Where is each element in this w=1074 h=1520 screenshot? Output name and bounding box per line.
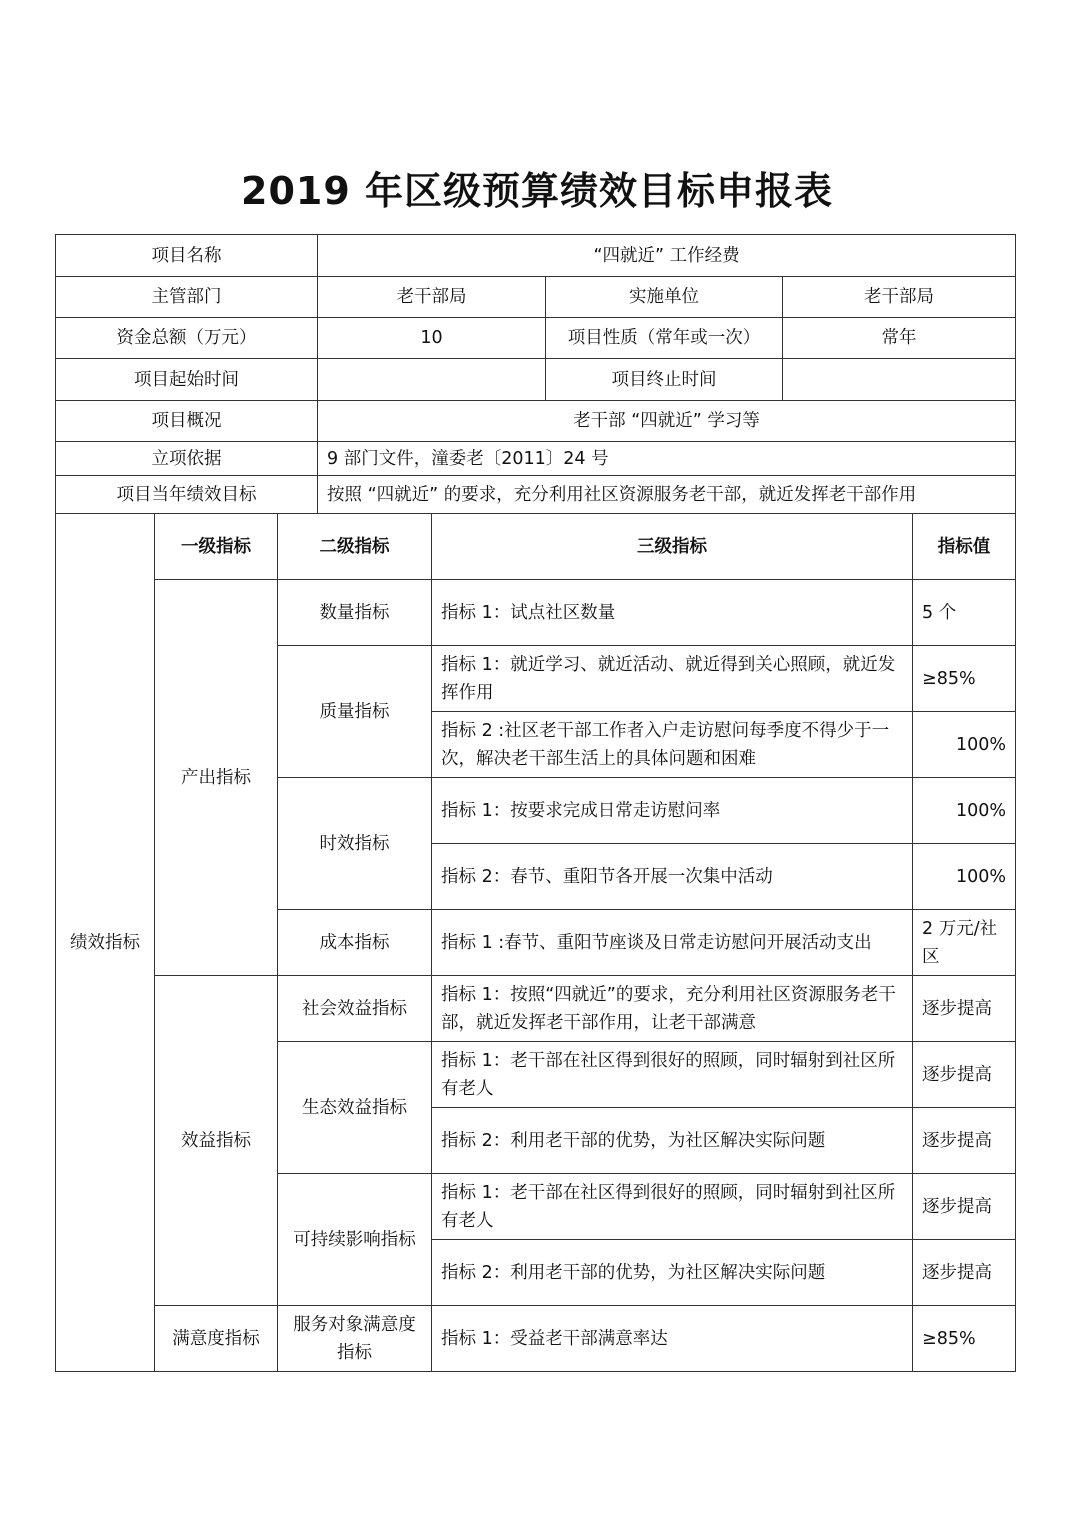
level3-text: 指标 2：利用老干部的优势，为社区解决实际问题: [432, 1240, 913, 1306]
end-value: [783, 359, 1016, 401]
indicator-value: 逐步提高: [913, 1108, 1016, 1174]
level2-quantity: 数量指标: [278, 580, 432, 646]
row-project-name: [56, 235, 1016, 277]
level3-text: 指标 2：春节、重阳节各开展一次集中活动: [432, 844, 913, 910]
start-label: 项目起始时间: [56, 359, 318, 401]
table-row: [56, 580, 1016, 646]
goal-value: 按照 “四就近” 的要求，充分利用社区资源服务老干部，就近发挥老干部作用: [318, 476, 1016, 514]
level3-text: 指标 2：利用老干部的优势，为社区解决实际问题: [432, 1108, 913, 1174]
level3-text: 指标 1：就近学习、就近活动、就近得到关心照顾，就近发挥作用: [432, 646, 913, 712]
dept-label: 主管部门: [56, 277, 318, 318]
level2-quality: 质量指标: [278, 646, 432, 778]
goal-label: 项目当年绩效目标: [56, 476, 318, 514]
row-basis: [56, 442, 1016, 476]
level3-text: 指标 1：按照“四就近”的要求，充分利用社区资源服务老干部，就近发挥老干部作用，让老干部满意: [432, 976, 913, 1042]
header-level1: 一级指标: [155, 514, 278, 580]
basis-value: 9 部门文件，潼委老〔2011〕24 号: [318, 442, 1016, 476]
indicator-value: 100%: [913, 712, 1016, 778]
row-department: [56, 277, 1016, 318]
level3-text: 指标 2 :社区老干部工作者入户走访慰问每季度不得少于一次，解决老干部生活上的具体问题和困难: [432, 712, 913, 778]
row-overview: [56, 401, 1016, 442]
nature-value: 常年: [783, 318, 1016, 359]
indicator-header-row: [56, 514, 1016, 580]
level2-cost: 成本指标: [278, 910, 432, 976]
impl-value: 老干部局: [783, 277, 1016, 318]
indicator-value: 100%: [913, 778, 1016, 844]
header-level3: 三级指标: [432, 514, 913, 580]
indicator-value: 逐步提高: [913, 1240, 1016, 1306]
table-row: [56, 1306, 1016, 1372]
page-title: 2019 年区级预算绩效目标申报表: [241, 169, 833, 213]
end-label: 项目终止时间: [546, 359, 783, 401]
level2-service: 服务对象满意度指标: [278, 1306, 432, 1372]
level3-text: 指标 1：老干部在社区得到很好的照顾，同时辐射到社区所有老人: [432, 1042, 913, 1108]
level3-text: 指标 1：试点社区数量: [432, 580, 913, 646]
performance-indicators-label: 绩效指标: [56, 514, 155, 1372]
level3-text: 指标 1 :春节、重阳节座谈及日常走访慰问开展活动支出: [432, 910, 913, 976]
level2-social: 社会效益指标: [278, 976, 432, 1042]
level3-text: 指标 1：按要求完成日常走访慰问率: [432, 778, 913, 844]
fund-value: 10: [318, 318, 546, 359]
indicator-value: ≥85%: [913, 1306, 1016, 1372]
header-value: 指标值: [913, 514, 1016, 580]
level1-satisfaction: 满意度指标: [155, 1306, 278, 1372]
indicator-value: 100%: [913, 844, 1016, 910]
indicator-value: 逐步提高: [913, 976, 1016, 1042]
table-row: [56, 976, 1016, 1042]
indicator-value: 5 个: [913, 580, 1016, 646]
level1-benefit: 效益指标: [155, 976, 278, 1306]
basis-label: 立项依据: [56, 442, 318, 476]
indicator-value: 逐步提高: [913, 1042, 1016, 1108]
level3-text: 指标 1：老干部在社区得到很好的照顾，同时辐射到社区所有老人: [432, 1174, 913, 1240]
level2-timeliness: 时效指标: [278, 778, 432, 910]
impl-label: 实施单位: [546, 277, 783, 318]
row-goal: [56, 476, 1016, 514]
level2-sustainable: 可持续影响指标: [278, 1174, 432, 1306]
row-fund: [56, 318, 1016, 359]
header-level2: 二级指标: [278, 514, 432, 580]
level3-text: 指标 1：受益老干部满意率达: [432, 1306, 913, 1372]
budget-performance-table: [55, 234, 1016, 1372]
dept-value: 老干部局: [318, 277, 546, 318]
indicator-value: 逐步提高: [913, 1174, 1016, 1240]
level1-output: 产出指标: [155, 580, 278, 976]
project-name-value: “四就近” 工作经费: [318, 235, 1016, 277]
project-name-label: 项目名称: [56, 235, 318, 277]
fund-label: 资金总额（万元）: [56, 318, 318, 359]
indicator-value: ≥85%: [913, 646, 1016, 712]
row-time: [56, 359, 1016, 401]
level2-ecological: 生态效益指标: [278, 1042, 432, 1174]
nature-label: 项目性质（常年或一次）: [546, 318, 783, 359]
indicator-value: 2 万元/社区: [913, 910, 1016, 976]
overview-label: 项目概况: [56, 401, 318, 442]
start-value: [318, 359, 546, 401]
overview-value: 老干部 “四就近” 学习等: [318, 401, 1016, 442]
